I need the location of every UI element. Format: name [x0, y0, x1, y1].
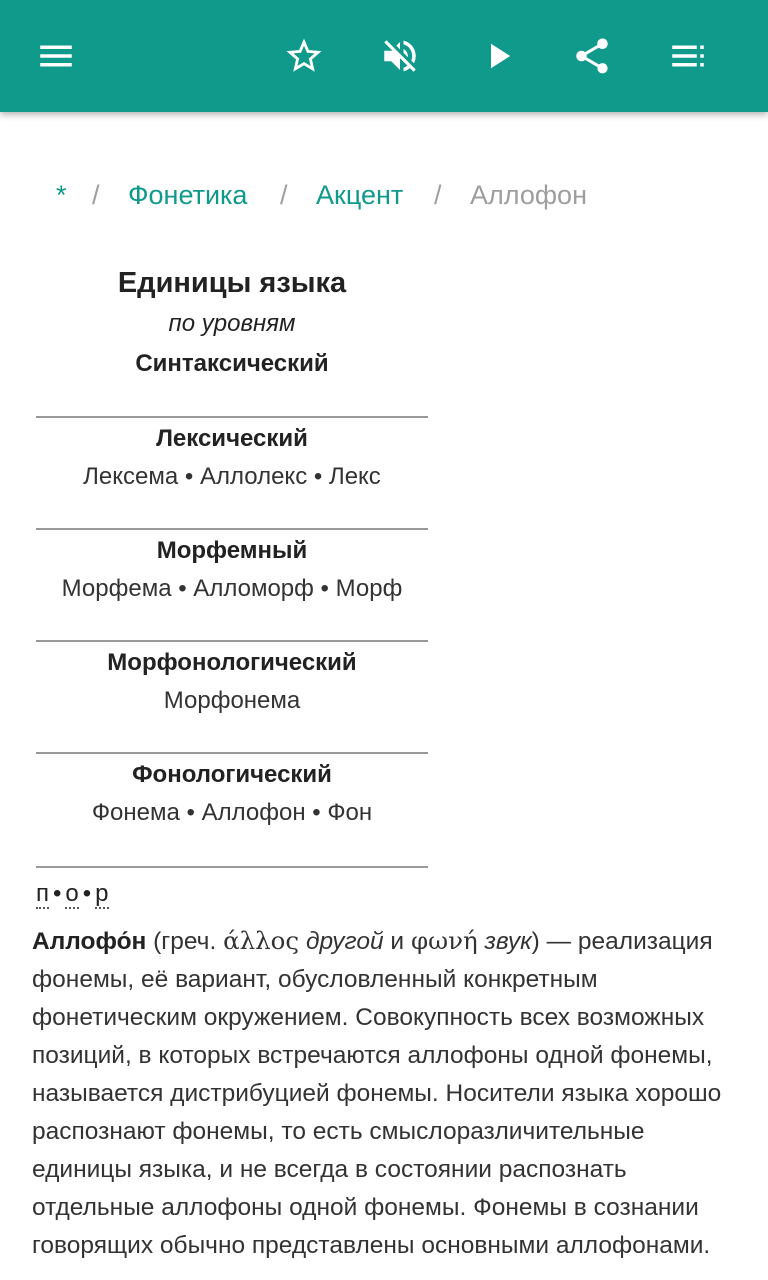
- menu-icon: [35, 35, 77, 77]
- gloss: звук: [484, 928, 532, 955]
- level-block: [36, 528, 428, 608]
- template-edit-link[interactable]: р: [95, 880, 109, 907]
- nav-dot: •: [82, 880, 92, 907]
- play-button[interactable]: [474, 32, 522, 80]
- list-icon: [667, 35, 709, 77]
- article-text: и: [383, 928, 411, 955]
- template-view-link[interactable]: п: [36, 880, 49, 907]
- article-text: (греч.: [146, 928, 224, 955]
- volume-off-icon: [379, 35, 421, 77]
- breadcrumb-item-phonetics[interactable]: Фонетика: [128, 180, 248, 210]
- template-nav: [36, 880, 109, 908]
- play-icon: [477, 35, 519, 77]
- app-toolbar: [0, 0, 768, 112]
- article-term: Аллофо́н: [32, 928, 147, 955]
- level-block: [36, 752, 428, 832]
- breadcrumb-separator: /: [280, 180, 288, 210]
- menu-button[interactable]: [32, 32, 80, 80]
- breadcrumb-separator: /: [434, 180, 442, 210]
- breadcrumb-current: Аллофон: [470, 180, 587, 210]
- units-subtitle: по уровням: [168, 310, 296, 337]
- template-talk-link[interactable]: о: [65, 880, 79, 907]
- language-units-box: [36, 262, 428, 868]
- level-name[interactable]: Морфонологический: [107, 649, 357, 676]
- share-icon: [571, 35, 613, 77]
- favorite-button[interactable]: [280, 32, 328, 80]
- divider: [36, 866, 428, 868]
- units-title: Единицы языка: [117, 267, 347, 299]
- level-items[interactable]: Фонема • Аллофон • Фон: [91, 799, 373, 826]
- mute-button[interactable]: [376, 32, 424, 80]
- level-items[interactable]: Лексема • Аллолекс • Лекс: [83, 463, 381, 490]
- contents-button[interactable]: [664, 32, 712, 80]
- level-block: [36, 416, 428, 496]
- article-text: ) — реализация фонемы, её вариант, обусловленный конкретным фонетическим окружением. Совокупность всех возможных позиций, в которых встречаются аллофоны одной фонемы, называется дистрибуцией фонемы. Носители языка хорошо распознают фонемы, то есть смыслоразличительные единицы языка, и не всегда в состоянии распознать отдельные аллофоны одной фонемы. Фонемы в сознании говорящих обычно представлены основными аллофонами.: [32, 928, 722, 1259]
- nav-dot: •: [53, 880, 62, 907]
- level-name[interactable]: Лексический: [156, 425, 308, 452]
- gloss: другой: [305, 928, 384, 955]
- level-name[interactable]: Морфемный: [156, 537, 308, 564]
- breadcrumb-separator: /: [92, 180, 100, 210]
- level-name[interactable]: Фонологический: [132, 761, 332, 788]
- level-items[interactable]: Морфонема: [163, 687, 301, 714]
- breadcrumb-item-accent[interactable]: Акцент: [316, 180, 404, 210]
- level-block: [36, 640, 428, 720]
- greek-word: φωνή: [410, 926, 478, 955]
- article-body: [32, 922, 744, 1265]
- greek-word: άλλος: [223, 926, 300, 955]
- share-button[interactable]: [568, 32, 616, 80]
- level-items[interactable]: Морфема • Алломорф • Морф: [61, 575, 403, 602]
- level-syntactic[interactable]: Синтаксический: [135, 350, 329, 377]
- breadcrumb-home[interactable]: *: [56, 180, 67, 210]
- star-icon: [283, 35, 325, 77]
